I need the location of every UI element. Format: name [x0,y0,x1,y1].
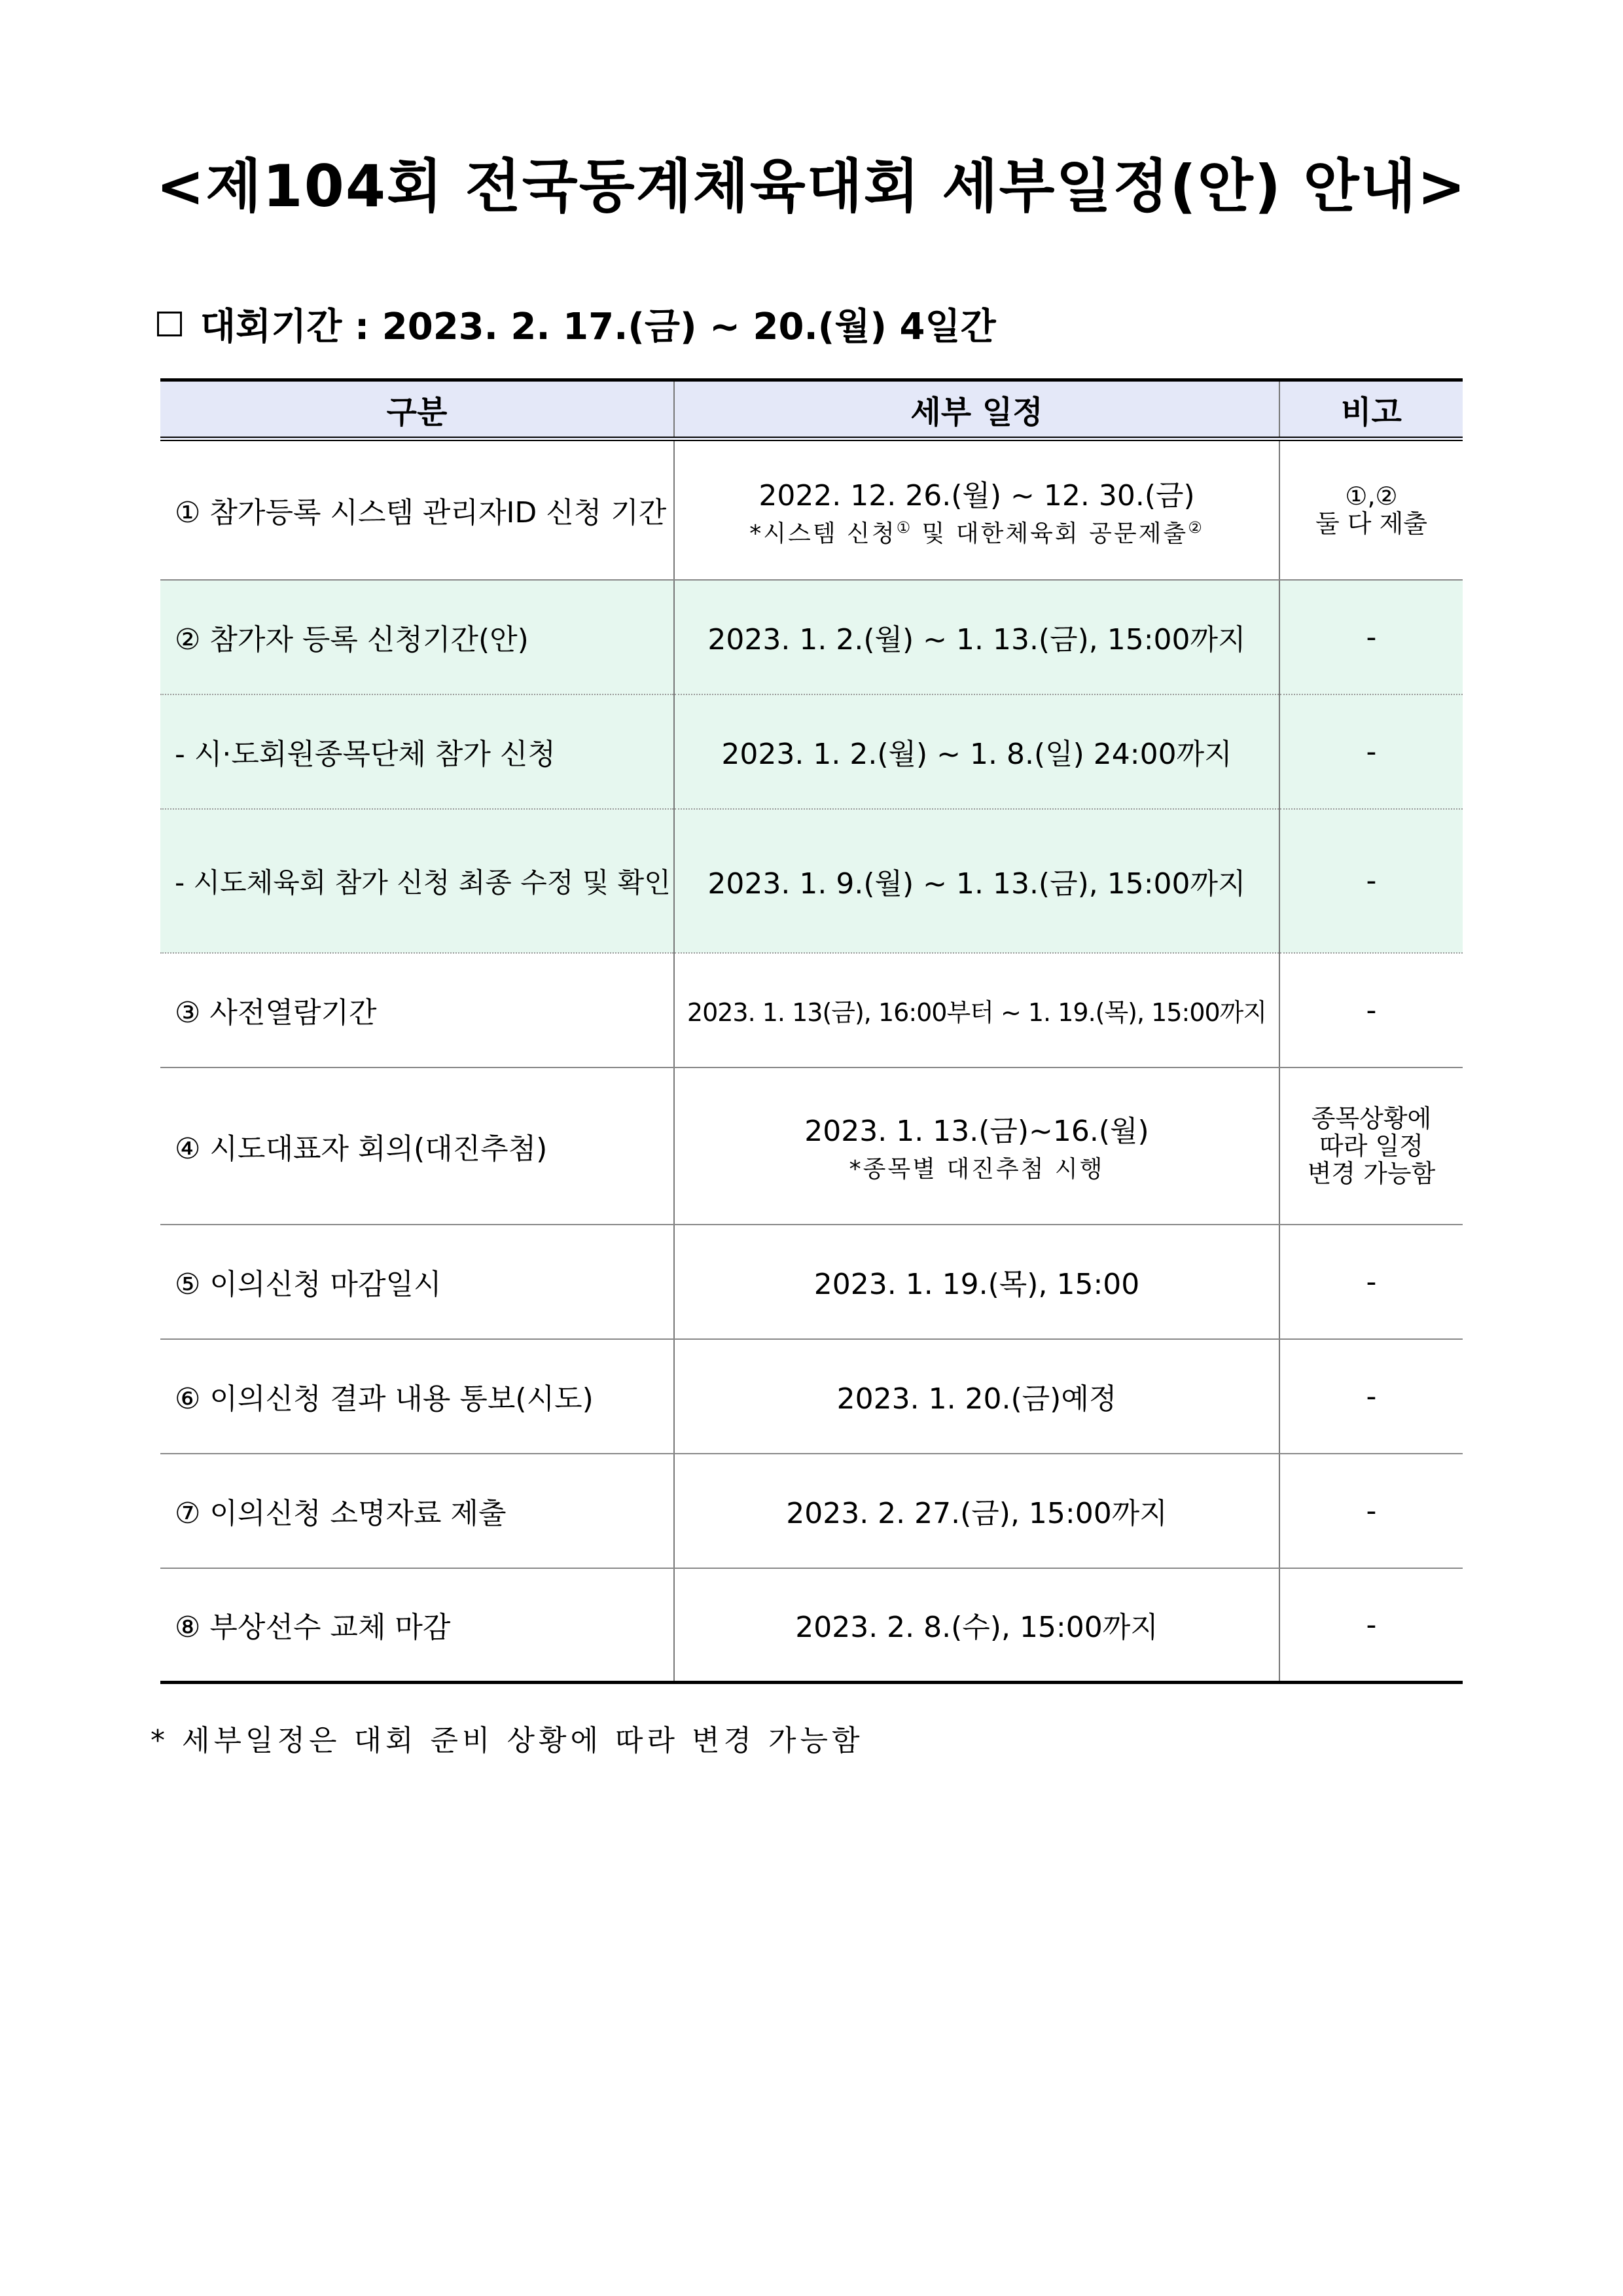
row-item: - 시도체육회 참가 신청 최종 수정 및 확인 [160,809,674,953]
row-schedule: 2023. 2. 27.(금), 15:00까지 [674,1454,1279,1568]
row-schedule-main: 2023. 1. 13.(금)~16.(월) [804,1115,1149,1148]
schedule-table [160,378,1463,1684]
page-title: <제104회 전국동계체육대회 세부일정(안) 안내> [156,152,1467,220]
row-schedule: 2023. 1. 9.(월) ~ 1. 13.(금), 15:00까지 [674,809,1279,953]
row-note: - [1279,1339,1463,1454]
note-line: 종목상황에 [1311,1103,1432,1133]
row-schedule: 2023. 1. 2.(월) ~ 1. 8.(일) 24:00까지 [674,694,1279,809]
row-note: - [1279,953,1463,1067]
row-schedule-sub: *종목별 대진추첨 시행 [849,1156,1105,1183]
row-item: ③ 사전열람기간 [160,953,674,1067]
row-item: ⑦ 이의신청 소명자료 제출 [160,1454,674,1568]
row-schedule-main: 2022. 12. 26.(월) ~ 12. 30.(금) [758,478,1195,512]
row-note: - [1279,1568,1463,1683]
footnote: * 세부일정은 대회 준비 상황에 따라 변경 가능함 [151,1724,864,1757]
row-note: - [1279,809,1463,953]
footnote-marker: ② [1188,518,1204,537]
header-note: 비고 [1279,380,1463,439]
row-schedule [674,439,1279,580]
row-note [1279,1067,1463,1225]
table-row [160,1568,1463,1683]
table-row [160,580,1463,694]
row-note: - [1279,1225,1463,1339]
table-row [160,439,1463,580]
event-period-label: 대회기간 : 2023. 2. 17.(금) ~ 20.(월) 4일간 [200,306,996,348]
table-row [160,953,1463,1067]
checkbox-square-icon [157,312,182,336]
table-row [160,1067,1463,1225]
row-note: - [1279,1454,1463,1568]
row-item: ⑧ 부상선수 교체 마감 [160,1568,674,1683]
footnote-marker: ① [896,518,913,537]
schedule-sub-text: 및 대한체육회 공문제출 [912,520,1188,547]
row-schedule: 2023. 1. 19.(목), 15:00 [674,1225,1279,1339]
table-row [160,694,1463,809]
note-line: 변경 가능함 [1307,1158,1436,1188]
schedule-sub-text: *시스템 신청 [749,520,897,547]
table-header-row [160,380,1463,439]
table-row [160,1225,1463,1339]
row-item: - 시·도회원종목단체 참가 신청 [160,694,674,809]
row-schedule-sub [675,515,1279,548]
row-item: ⑤ 이의신청 마감일시 [160,1225,674,1339]
note-line: 따라 일정 [1319,1131,1423,1160]
row-schedule: 2023. 1. 2.(월) ~ 1. 13.(금), 15:00까지 [674,580,1279,694]
row-schedule [674,1067,1279,1225]
row-schedule: 2023. 2. 8.(수), 15:00까지 [674,1568,1279,1683]
row-item: ④ 시도대표자 회의(대진추첨) [160,1067,674,1225]
table-row [160,1454,1463,1568]
row-schedule: 2023. 1. 13(금), 16:00부터 ~ 1. 19.(목), 15:00까지 [674,953,1279,1067]
table-row [160,1339,1463,1454]
row-note: - [1279,580,1463,694]
header-category: 구분 [160,380,674,439]
row-schedule: 2023. 1. 20.(금)예정 [674,1339,1279,1454]
row-note [1279,439,1463,580]
header-schedule: 세부 일정 [674,380,1279,439]
note-line: ①,② [1345,482,1398,511]
table-row [160,809,1463,953]
event-period [157,298,996,350]
row-note: - [1279,694,1463,809]
row-item: ① 참가등록 시스템 관리자ID 신청 기간 [160,439,674,580]
row-item: ② 참가자 등록 신청기간(안) [160,580,674,694]
note-line: 둘 다 제출 [1315,509,1427,539]
row-item: ⑥ 이의신청 결과 내용 통보(시도) [160,1339,674,1454]
